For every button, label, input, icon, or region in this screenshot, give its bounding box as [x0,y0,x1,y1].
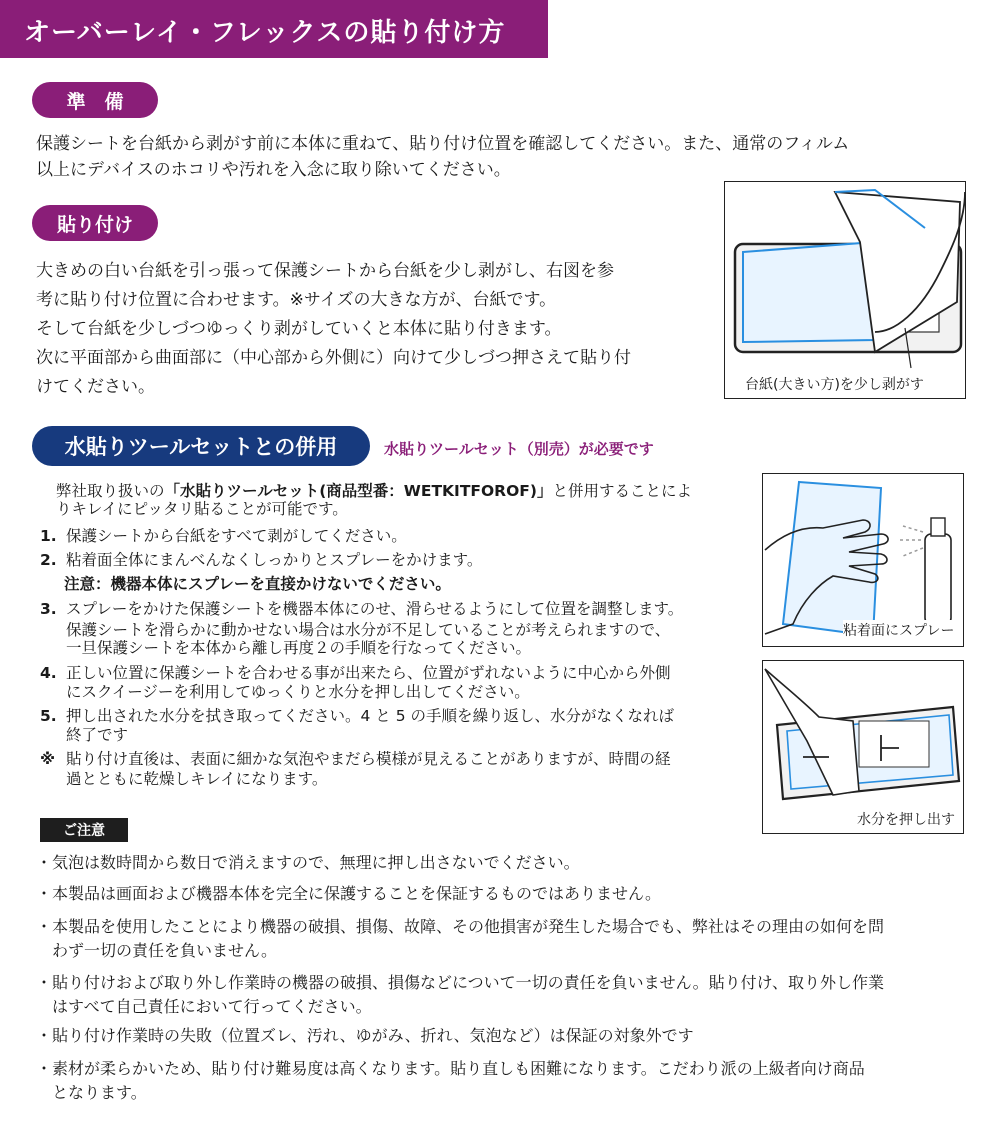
step-5 [40,707,674,725]
attach-heading: 貼り付け [32,205,158,241]
step-3-text-3: 一旦保護シートを本体から離し再度２の手順を行なってください。 [66,639,532,657]
prep-line-1: 保護シートを台紙から剥がす前に本体に重ねて、貼り付け位置を確認してください。また、通常のフィルム [36,134,850,154]
water-note: 水貼りツールセット（別売）が必要です [384,440,654,458]
step-1-number: 1. [40,527,57,545]
step-3 [40,600,683,618]
caution-item-3-line-2: わず一切の責任を負いません。 [36,941,277,960]
step-3-text-1: スプレーをかけた保護シートを機器本体にのせ、滑らせるようにして位置を調整します。 [66,600,684,618]
step-2 [40,551,482,569]
step-2-number: 2. [40,551,57,569]
step-note-mark: ※ [40,750,56,768]
step-note [40,750,671,768]
water-intro-line-1 [56,482,692,500]
water-heading: 水貼りツールセットとの併用 [32,426,370,466]
step-note-text-1: 貼り付け直後は、表面に細かな気泡やまだら模様が見えることがありますが、時間の経 [66,750,671,768]
step-1-text: 保護シートから台紙をすべて剥がしてください。 [66,527,407,545]
caution-item-4-line-1: ・貼り付けおよび取り外し作業時の機器の破損、損傷などについて一切の責任を負いません。貼り付け、取り外し作業 [36,973,885,992]
peel-illustration [725,182,965,398]
step-note-text-2: 過とともに乾燥しキレイになります。 [66,770,328,788]
intro-pre: 弊社取り扱いの [56,482,165,500]
step-5-number: 5. [40,707,57,725]
attach-line-5: けてください。 [36,377,155,397]
step-3-text-2: 保護シートを滑らかに動かせない場合は水分が不足していることが考えられますので、 [66,621,671,639]
caution-item-1: ・気泡は数時間から数日で消えますので、無理に押し出さないでください。 [36,853,580,872]
step-3-number: 3. [40,600,57,618]
caution-item-5: ・貼り付け作業時の失敗（位置ズレ、汚れ、ゆがみ、折れ、気泡など）は保証の対象外です [36,1026,694,1045]
step-2-caution: 注意：機器本体にスプレーを直接かけないでください。 [64,575,451,593]
step-4-text-1: 正しい位置に保護シートを合わせる事が出来たら、位置がずれないように中心から外側 [66,664,671,682]
title-banner [0,0,548,58]
attach-line-2: 考に貼り付け位置に合わせます。※サイズの大きな方が、台紙です。 [36,290,557,310]
squeegee-caption: 水分を押し出す [857,809,955,829]
step-5-text-2: 終了です [66,726,129,744]
squeegee-figure [762,660,964,834]
caution-item-2: ・本製品は画面および機器本体を完全に保護することを保証するものではありません。 [36,884,661,903]
attach-line-3: そして台紙を少しづつゆっくり剥がしていくと本体に貼り付きます。 [36,319,562,339]
attach-line-1: 大きめの白い台紙を引っ張って保護シートから台紙を少し剥がし、右図を参 [36,261,614,281]
squeegee-illustration [763,661,963,833]
attach-line-4: 次に平面部から曲面部に（中心部から外側に）向けて少しづつ押さえて貼り付 [36,348,631,368]
spray-caption: 粘着面にスプレー [843,620,954,640]
step-5-text-1: 押し出された水分を拭き取ってください。4 と 5 の手順を繰り返し、水分がなくなれば [66,707,675,725]
spray-figure [762,473,964,647]
page-title: オーバーレイ・フレックスの貼り付け方 [24,18,506,48]
prep-heading: 準 備 [32,82,158,118]
step-4-number: 4. [40,664,57,682]
water-intro-line-2: りキレイにピッタリ貼ることが可能です。 [56,500,348,518]
caution-item-4-line-2: はすべて自己責任において行ってください。 [36,997,372,1016]
step-2-text: 粘着面全体にまんべんなくしっかりとスプレーをかけます。 [66,551,483,569]
caution-heading: ご注意 [40,818,128,842]
caution-item-3-line-1: ・本製品を使用したことにより機器の破損、損傷、故障、その他損害が発生した場合でも、弊社はその理由の如何を問 [36,917,885,936]
caution-item-6-line-2: となります。 [36,1083,147,1102]
step-4 [40,664,671,682]
caution-item-6-line-1: ・素材が柔らかいため、貼り付け難易度は高くなります。貼り直しも困難になります。こだわり派の上級者向け商品 [36,1059,865,1078]
step-1 [40,527,407,545]
intro-post: と併用することによ [552,482,692,500]
step-4-text-2: にスクイージーを利用してゆっくりと水分を押し出してください。 [66,683,530,701]
peel-figure [724,181,966,399]
intro-product-name: 「水貼りツールセット(商品型番：WETKITFOROF)」 [164,482,553,500]
peel-caption: 台紙(大きい方)を少し剥がす [745,374,924,394]
prep-line-2: 以上にデバイスのホコリや汚れを入念に取り除いてください。 [36,160,511,180]
